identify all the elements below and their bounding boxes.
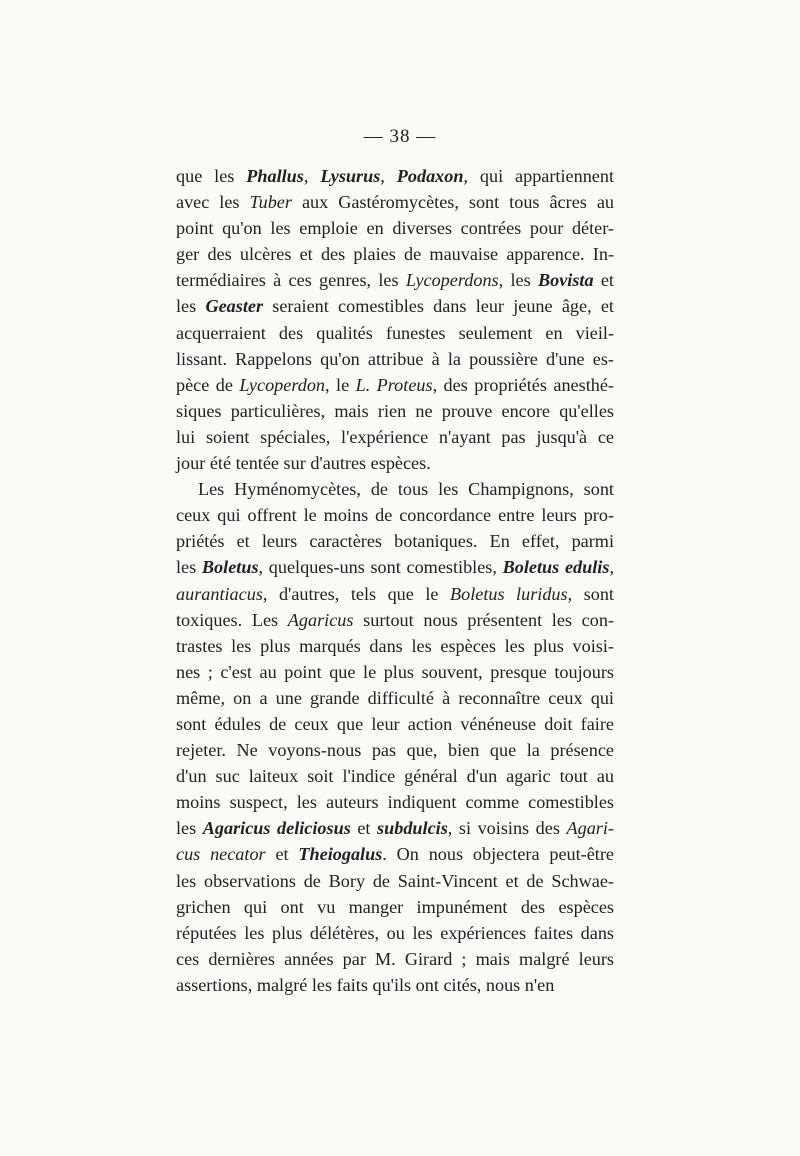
text-line — [176, 868, 614, 894]
emphasized-term: Geaster — [205, 296, 264, 317]
emphasized-term: L. Proteus — [355, 374, 433, 395]
text-run: surtout nous présentent les con- — [353, 609, 614, 630]
text-run: réputées les plus délétères, ou les expériences faites dans — [176, 922, 614, 943]
emphasized-term: aurantiacus — [176, 583, 263, 604]
text-run: rejeter. Ne voyons-nous pas que, bien que la présence — [176, 740, 614, 761]
text-run: sont édules de ceux que leur action vénéneuse doit faire — [176, 713, 614, 734]
text-line — [176, 502, 614, 528]
text-line — [176, 346, 614, 372]
text-run: , d'autres, tels que le — [262, 583, 450, 604]
text-line — [176, 267, 614, 293]
emphasized-term: Boletus — [201, 557, 259, 578]
text-run: les — [176, 296, 206, 317]
page-number: — 38 — — [363, 126, 437, 147]
text-line — [176, 293, 614, 319]
text-run: et — [350, 818, 378, 839]
emphasized-term: Agari- — [566, 818, 614, 839]
text-run: grichen qui ont vu manger impunément des espèces — [176, 896, 614, 917]
text-run: les observations de Bory de Saint-Vincent et de Schwae- — [176, 870, 614, 891]
text-run: d'un suc laiteux soit l'indice général d'un agaric tout au — [176, 766, 614, 787]
emphasized-term: Bovista — [537, 270, 594, 291]
text-run: , — [609, 557, 614, 578]
text-run: ces dernières années par M. Girard ; mais malgré leurs — [176, 948, 614, 969]
text-run: , le — [325, 374, 356, 395]
text-line — [176, 946, 614, 972]
text-run: aux Gastéromycètes, sont tous âcres au — [291, 192, 614, 213]
text-run: , qui appartiennent — [463, 166, 615, 186]
emphasized-term: subdulcis — [377, 818, 448, 839]
text-run: , — [303, 166, 321, 186]
emphasized-term: Theiogalus — [298, 844, 383, 865]
text-line — [176, 581, 614, 607]
text-run: les — [176, 557, 202, 578]
text-run: les — [176, 818, 203, 839]
text-run: point qu'on les emploie en diverses contrées pour déter- — [176, 218, 614, 239]
text-run: lissant. Rappelons qu'on attribue à la poussière d'une es- — [176, 348, 614, 369]
text-line — [176, 398, 614, 424]
emphasized-term: Phallus — [246, 166, 304, 186]
text-line — [176, 633, 614, 659]
text-line — [176, 554, 614, 580]
text-run: assertions, malgré les faits qu'ils ont cités, nous n'en — [176, 974, 555, 995]
text-run: priétés et leurs caractères botaniques. En effet, parmi — [176, 531, 614, 552]
text-run: Les Hyménomycètes, de tous les Champignons, sont — [198, 479, 614, 500]
text-run: trastes les plus marqués dans les espèces les plus voisi- — [176, 635, 614, 656]
text-line — [176, 685, 614, 711]
emphasized-term: Boletus edulis — [502, 557, 610, 578]
text-run: jour été tentée sur d'autres espèces. — [176, 453, 431, 474]
text-line — [176, 372, 614, 398]
text-line — [176, 241, 614, 267]
emphasized-term: Agaricus — [287, 609, 354, 630]
text-line — [176, 920, 614, 946]
text-line — [176, 528, 614, 554]
text-line — [176, 763, 614, 789]
text-run: seraient comestibles dans leur jeune âge, et — [263, 296, 614, 317]
text-run: avec les — [176, 192, 250, 213]
text-run: termédiaires à ces genres, les — [176, 270, 406, 291]
emphasized-term: Lysurus — [320, 166, 381, 186]
text-run: même, on a une grande difficulté à reconnaître ceux qui — [176, 687, 614, 708]
text-line — [176, 789, 614, 815]
text-run: et — [593, 270, 614, 291]
emphasized-term: Lycoperdons — [405, 270, 499, 291]
text-line — [176, 424, 614, 450]
text-run: , sont — [567, 583, 614, 604]
text-run: nes ; c'est au point que le plus souvent, presque toujours — [176, 661, 614, 682]
text-run: , les — [498, 270, 538, 291]
text-run: siques particulières, mais rien ne prouve encore qu'elles — [176, 400, 614, 421]
emphasized-term: Agaricus deliciosus — [202, 818, 351, 839]
text-run: que les — [176, 166, 247, 186]
text-run: . On nous objectera peut-être — [382, 844, 614, 865]
text-line — [176, 815, 614, 841]
text-run: , quelques-uns sont comestibles, — [258, 557, 503, 578]
text-run: pèce de — [176, 374, 240, 395]
text-run: toxiques. Les — [176, 609, 288, 630]
text-line — [176, 894, 614, 920]
emphasized-term: Podaxon — [396, 166, 464, 186]
text-line — [176, 476, 614, 502]
text-run: acquerraient des qualités funestes seulement en vieil- — [176, 322, 614, 343]
text-line — [176, 320, 614, 346]
text-line — [176, 841, 614, 867]
text-line — [176, 972, 614, 998]
text-run: et — [265, 844, 299, 865]
text-run: ceux qui offrent le moins de concordance entre leurs pro- — [176, 505, 614, 526]
text-line — [176, 659, 614, 685]
emphasized-term: Tuber — [249, 192, 292, 213]
text-run: ger des ulcères et des plaies de mauvaise apparence. In- — [176, 244, 614, 265]
text-line — [176, 607, 614, 633]
text-run: , — [380, 166, 397, 186]
text-line — [176, 189, 614, 215]
text-line — [176, 737, 614, 763]
text-line — [176, 711, 614, 737]
text-line — [176, 450, 614, 476]
emphasized-term: Lycoperdon — [239, 374, 326, 395]
body-text — [176, 163, 614, 998]
emphasized-term: Boletus luridus — [449, 583, 568, 604]
text-run: lui soient spéciales, l'expérience n'ayant pas jusqu'à ce — [176, 426, 614, 447]
text-run: moins suspect, les auteurs indiquent comme comestibles — [176, 792, 614, 813]
text-run: , si voisins des — [447, 818, 567, 839]
text-line — [176, 163, 614, 189]
emphasized-term: cus necator — [176, 844, 266, 865]
text-run: , des propriétés anesthé- — [432, 374, 614, 395]
text-line — [176, 215, 614, 241]
